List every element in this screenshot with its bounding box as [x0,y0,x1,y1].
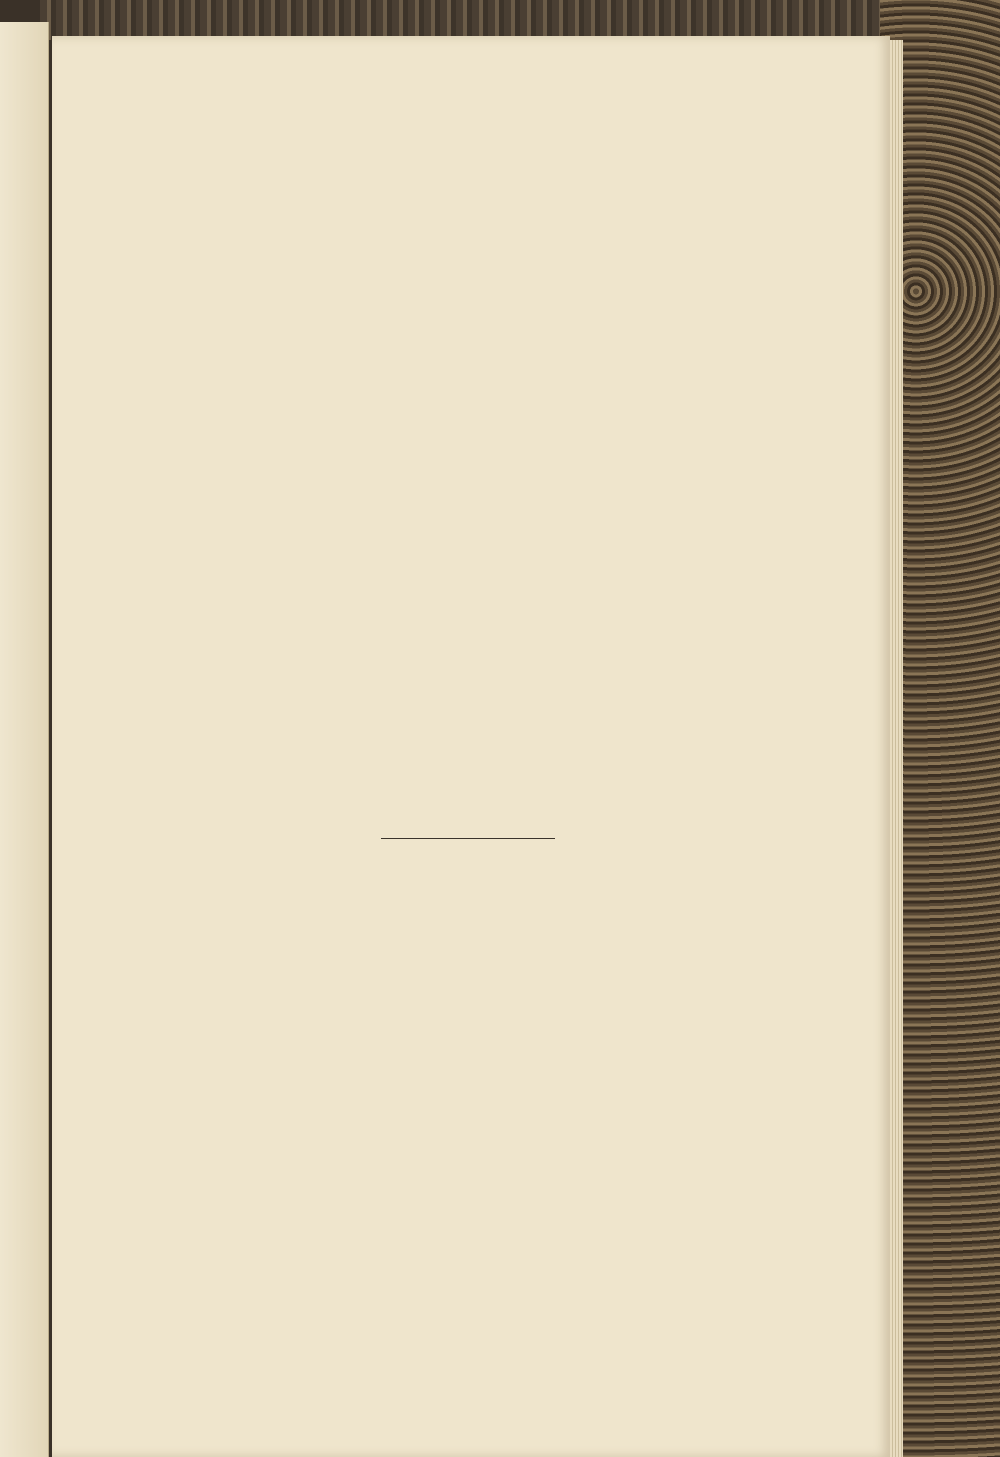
page-header [52,179,890,209]
book-page [52,36,890,1457]
book-binding-top [40,0,930,40]
section-rule [381,838,555,839]
left-page-edge [0,22,49,1457]
